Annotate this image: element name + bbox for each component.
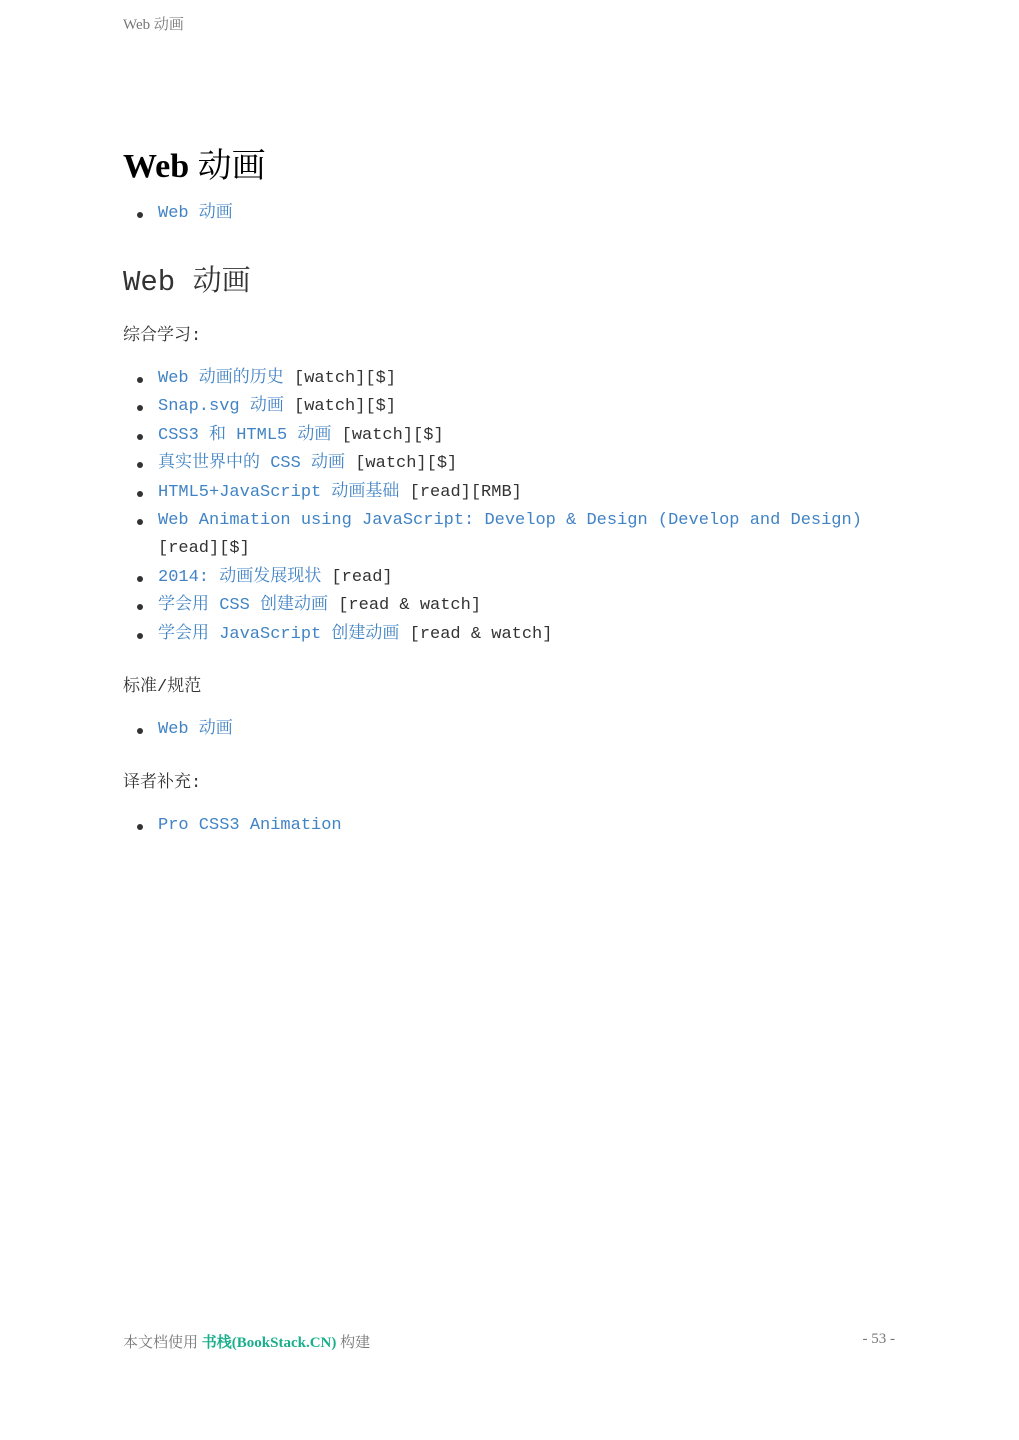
bullet-icon: [137, 462, 143, 468]
resource-note: [read][RMB]: [409, 482, 522, 502]
resource-link[interactable]: CSS3 和 HTML5 动画: [158, 425, 332, 445]
list-item: [123, 200, 903, 228]
page-title-latin: Web: [123, 148, 190, 185]
resource-link[interactable]: 学会用 JavaScript 创建动画: [158, 624, 400, 644]
list-item: [123, 592, 903, 620]
resource-link[interactable]: Web Animation using JavaScript: Develop & Design (Develop and Design): [158, 511, 862, 531]
resource-note: [read][$]: [158, 539, 250, 559]
standards-list: [123, 716, 903, 744]
footer-suffix: 构建: [340, 1335, 371, 1351]
list-item: [123, 450, 903, 478]
section-title: Web 动画: [123, 266, 251, 299]
list-item: [123, 507, 903, 564]
resource-note: [watch][$]: [341, 425, 444, 445]
list-item: [123, 365, 903, 393]
list-item: [123, 621, 903, 649]
standard-link[interactable]: Web 动画: [158, 720, 233, 739]
resource-link[interactable]: Snap.svg 动画: [158, 397, 284, 417]
bullet-icon: [137, 604, 143, 610]
list-item: [123, 716, 903, 744]
resource-link[interactable]: Web 动画的历史: [158, 369, 284, 388]
bullet-icon: [137, 491, 143, 497]
resource-note: [read]: [331, 567, 393, 587]
footer-brand-link[interactable]: 书栈(BookStack.CN): [201, 1335, 337, 1351]
resource-note: [read & watch]: [338, 596, 482, 616]
bullet-icon: [137, 633, 143, 639]
page-title-cjk: 动画: [197, 148, 266, 185]
bullet-icon: [137, 576, 143, 582]
bullet-icon: [137, 377, 143, 383]
toc-list: [123, 200, 903, 228]
footer-credit: [123, 1331, 370, 1352]
list-item: [123, 393, 903, 421]
translator-link[interactable]: Pro CSS3 Animation: [158, 816, 342, 835]
list-item: [123, 812, 903, 840]
toc-link[interactable]: Web 动画: [158, 204, 233, 223]
page-number: - 53 -: [862, 1331, 895, 1347]
resource-link[interactable]: 学会用 CSS 创建动画: [158, 596, 329, 616]
list-item: [123, 479, 903, 507]
bullet-icon: [137, 824, 143, 830]
bullet-icon: [137, 434, 143, 440]
bullet-icon: [137, 405, 143, 411]
running-header: Web 动画: [123, 17, 184, 33]
list-item: [123, 564, 903, 592]
resource-note: [read & watch]: [409, 624, 553, 644]
resource-note: [watch][$]: [294, 369, 397, 388]
group-heading-standards: 标准/规范: [123, 678, 202, 697]
resource-link[interactable]: 真实世界中的 CSS 动画: [158, 454, 346, 474]
general-resource-list: [123, 365, 903, 649]
resource-note: [watch][$]: [294, 397, 397, 417]
list-item: [123, 422, 903, 450]
bullet-icon: [137, 728, 143, 734]
group-heading-translator: 译者补充:: [123, 774, 202, 793]
page-title: [123, 138, 266, 187]
group-heading-general: 综合学习:: [123, 327, 202, 346]
bullet-icon: [137, 212, 143, 218]
resource-note: [watch][$]: [355, 454, 458, 474]
footer-prefix: 本文档使用: [123, 1335, 199, 1351]
bullet-icon: [137, 519, 143, 525]
resource-link[interactable]: 2014: 动画发展现状: [158, 567, 322, 587]
translator-list: [123, 812, 903, 840]
resource-link[interactable]: HTML5+JavaScript 动画基础: [158, 482, 400, 502]
